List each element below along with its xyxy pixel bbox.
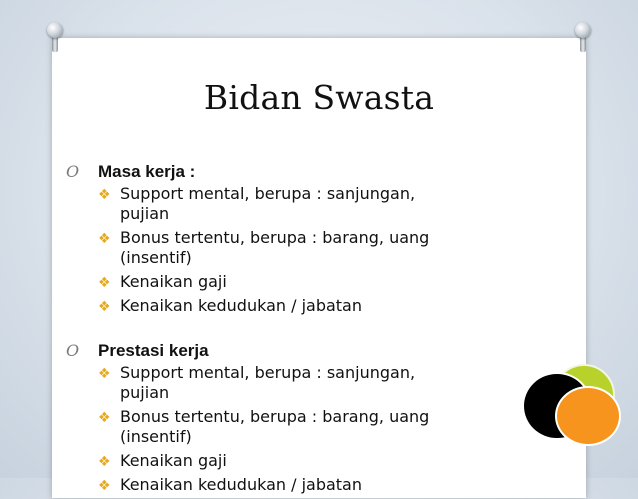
section-heading-masa-kerja	[66, 160, 506, 184]
section-heading-text: Prestasi kerja	[98, 341, 209, 360]
list-item: ❖ Kenaikan gaji	[98, 272, 227, 291]
diamond-bullet-icon: ❖	[98, 299, 111, 315]
orange-circle-icon	[555, 386, 621, 446]
list-item: ❖ Support mental, berupa : sanjungan, pujian	[98, 363, 416, 402]
list-item: ❖ Bonus tertentu, berupa : barang, uang (insentif)	[98, 228, 430, 267]
section-marker-icon: O	[66, 162, 80, 181]
list-item: ❖ Support mental, berupa : sanjungan, pujian	[98, 184, 416, 223]
diamond-bullet-icon: ❖	[98, 275, 111, 291]
list-item: ❖ Kenaikan kedudukan / jabatan	[98, 296, 362, 315]
list-item: ❖ Kenaikan kedudukan / jabatan	[98, 475, 362, 494]
list-item: ❖ Kenaikan gaji	[98, 451, 227, 470]
section-heading-prestasi-kerja	[66, 339, 506, 363]
bullet-list	[66, 184, 506, 316]
pushpin-icon	[575, 22, 591, 52]
pushpin-icon	[47, 22, 63, 52]
diamond-bullet-icon: ❖	[98, 366, 111, 382]
list-item: ❖ Bonus tertentu, berupa : barang, uang (insentif)	[98, 407, 430, 446]
diamond-bullet-icon: ❖	[98, 187, 111, 203]
section-heading-text: Masa kerja :	[98, 162, 196, 181]
decorative-circles	[520, 362, 638, 478]
slide-content	[66, 160, 506, 499]
diamond-bullet-icon: ❖	[98, 231, 111, 247]
diamond-bullet-icon: ❖	[98, 454, 111, 470]
diamond-bullet-icon: ❖	[98, 410, 111, 426]
diamond-bullet-icon: ❖	[98, 478, 111, 494]
bullet-list	[66, 363, 506, 495]
section-marker-icon: O	[66, 341, 80, 360]
slide-title: Bidan Swasta	[203, 78, 435, 117]
